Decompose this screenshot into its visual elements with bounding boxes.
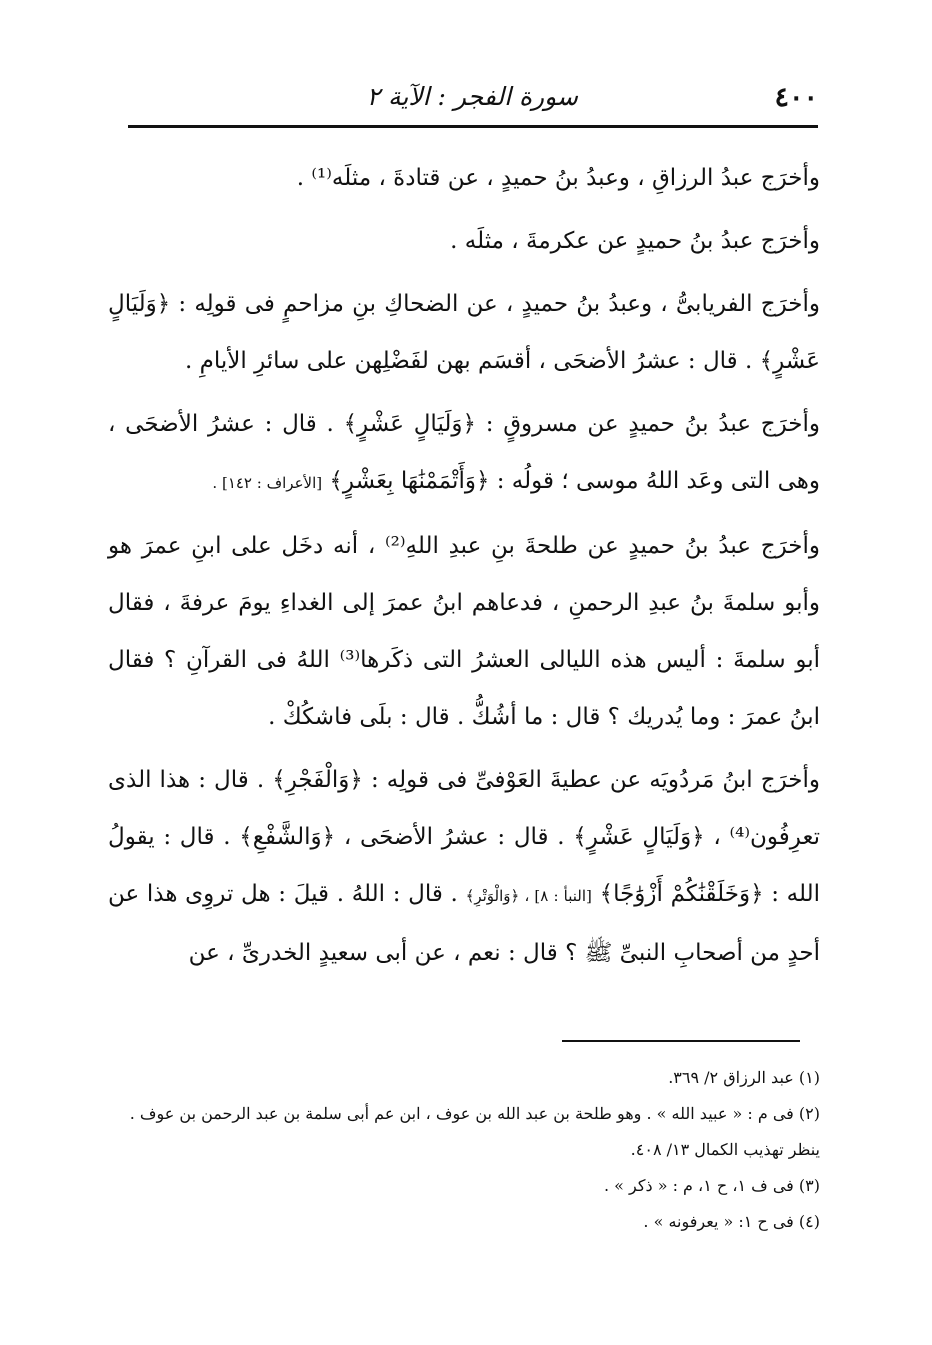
citation: [النبأ : ٨] ، ﴿وَالْوَتْرِ﴾ [465,887,592,905]
footnote: ينظر تهذيب الكمال ١٣/ ٤٠٨. [630,1140,820,1159]
running-head: سورة الفجر : الآية ٢ [366,82,578,111]
footnotes [108,1060,820,1240]
paragraph: وأخرَج عبدُ الرزاقِ ، وعبدُ بنُ حميدٍ ، عن قتادةَ ، مثلَه⁽¹⁾ . [296,165,820,191]
footnote: (١) عبد الرزاق ٢/ ٣٦٩. [668,1068,820,1087]
paragraph: وأخرَج الفريابىُّ ، وعبدُ بنُ حميدٍ ، عن الضحاكِ بنِ مزاحمٍ فى قولِه : ﴿وَلَيَالٍ عَشْرٍ﴾ . قال : عشرُ الأضحَى ، أقسَم بهن لفَضْلِهن على سائرِ الأيامِ . [108,291,820,374]
main-text [108,150,820,982]
citation: [الأعراف : ١٤٢] . [212,474,323,492]
paragraph: وأخرَج عبدُ بنُ حميدٍ عن عكرمةَ ، مثلَه . [450,228,820,254]
footnote: (٣) فى ف ١، ح ١، م : « ذكر » . [604,1176,820,1195]
footnote: (٤) فى ح ١: « يعرفونه » . [643,1212,820,1231]
footnote: (٢) فى م : « عبيد الله » . وهو طلحة بن عبد الله بن عوف ، ابن عم أبى سلمة بن عبد الرحمن بن عوف . [129,1104,820,1123]
page-number: ٤٠٠ [774,82,818,113]
header-rule [128,125,818,128]
paragraph: وأخرَج عبدُ بنُ حميدٍ عن طلحةَ بنِ عبدِ اللهِ⁽²⁾ ، أنه دخَل على ابنِ عمرَ هو وأبو سلمةَ بنُ عبدِ الرحمنِ ، فدعاهم ابنُ عمرَ إلى الغداءِ يومَ عرفةَ ، فقال أبو سلمةَ : أليس هذه الليالى العشرُ التى ذكَرها⁽³⁾ اللهُ فى القرآنِ ؟ فقال ابنُ عمرَ : وما يُدريك ؟ قال : ما أشُكُّ . قال : بلَى فاشكُكْ . [108,533,820,730]
page-header [128,78,818,126]
footnote-rule [562,1040,800,1042]
paragraph: وأخرَج عبدُ بنُ حميدٍ عن مسروقٍ : ﴿وَلَيَالٍ عَشْرٍ﴾ . قال : عشرُ الأضحَى ، وهى التى وعَد اللهُ موسى ؛ قولُه : ﴿وَأَتْمَمْنَٰهَا بِعَشْرٍ﴾ [الأعراف : ١٤٢] . [108,411,820,494]
paragraph: وأخرَج ابنُ مَردُويَه عن عطيةَ العَوْفىِّ فى قولِه : ﴿وَالْفَجْرِ﴾ . قال : هذا الذى تعرِفُون⁽⁴⁾ ، ﴿وَلَيَالٍ عَشْرٍ﴾ . قال : عشرُ الأضحَى ، ﴿وَالشَّفْعِ﴾ . قال : يقولُ الله : ﴿وَخَلَقْنَٰكُمْ أَزْوَٰجًا﴾ [النبأ : ٨] ، ﴿وَالْوَتْرِ﴾ . قال : اللهُ . قيلَ : هل تروِى هذا عن أحدٍ من أصحابِ النبىِّ ﷺ ؟ قال : نعم ، عن أبى سعيدٍ الخدرىِّ ، عن [108,767,821,966]
